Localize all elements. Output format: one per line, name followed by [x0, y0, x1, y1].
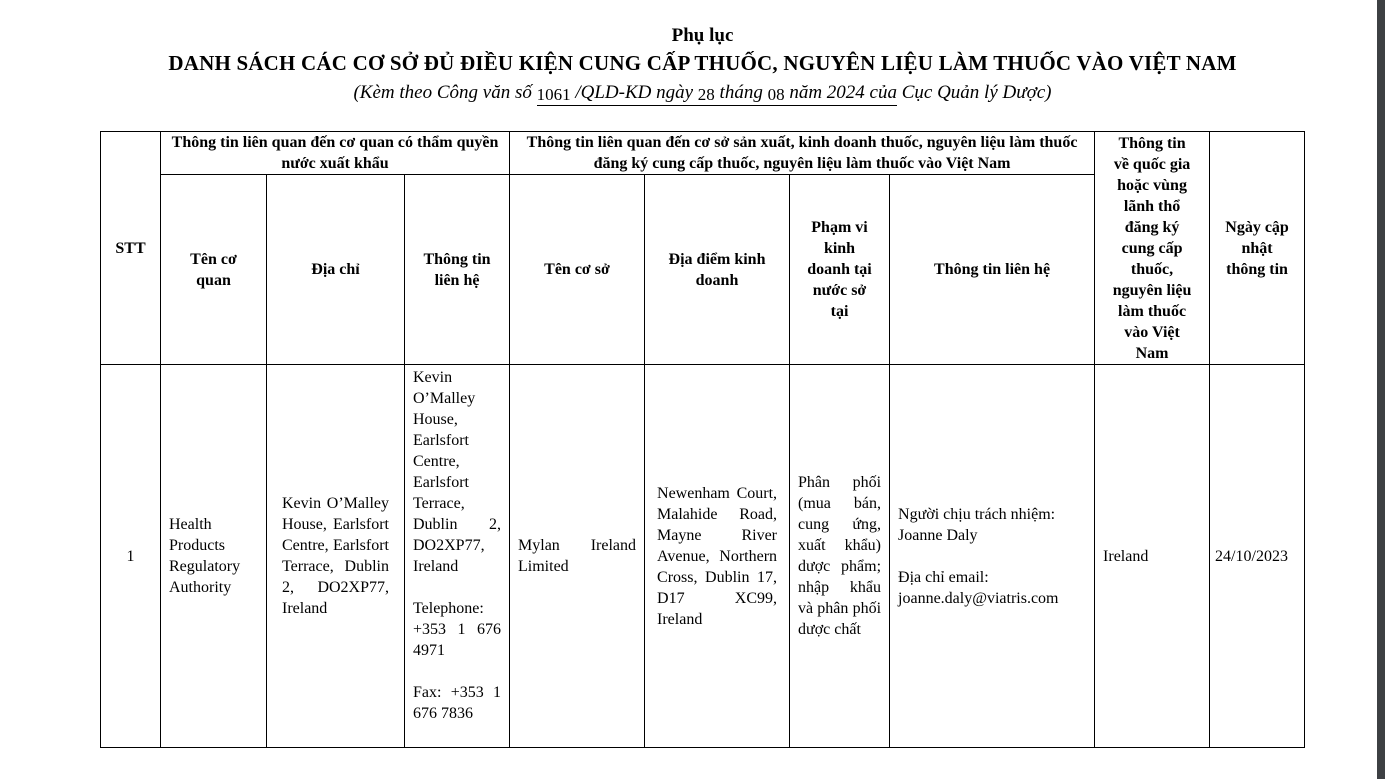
subtitle-suffix: Cục Quản lý Dược)	[896, 82, 1052, 103]
document-day: 28	[697, 85, 715, 104]
header-agency-address: Địa chỉ	[267, 175, 405, 365]
cell-update-date: 24/10/2023	[1210, 365, 1305, 748]
header-update-date: Ngày cập nhật thông tin	[1210, 132, 1305, 365]
document-title: DANH SÁCH CÁC CƠ SỞ ĐỦ ĐIỀU KIỆN CUNG CẤP THUỐC, NGUYÊN LIỆU LÀM THUỐC VÀO VIỆT NAM	[168, 51, 1237, 75]
header-agency-contact: Thông tin liên hệ	[405, 175, 510, 365]
header-agency-name: Tên cơ quan	[161, 175, 267, 365]
document-subtitle	[100, 81, 1305, 105]
subtitle-mid1: /QLD-KD ngày	[570, 82, 698, 103]
subtitle-mid2: tháng	[714, 82, 768, 103]
cell-stt: 1	[101, 365, 161, 748]
header-group-facility: Thông tin liên quan đến cơ sở sản xuất, kinh doanh thuốc, nguyên liệu làm thuốc đăng ký cung cấp thuốc, nguyên liệu làm thuốc vào Việt Nam	[510, 132, 1095, 175]
subtitle-underlined-segment	[537, 82, 897, 106]
cell-business-location: Newenham Court, Malahide Road, Mayne River Avenue, Northern Cross, Dublin 17, D17 XC99, Ireland	[645, 365, 790, 748]
table-row	[101, 365, 1305, 748]
cell-agency-name: Health Products Regulatory Authority	[161, 365, 267, 748]
header-business-scope: Phạm vi kinh doanh tại nước sở tại	[790, 175, 890, 365]
document-header	[100, 24, 1305, 105]
header-country: Thông tin về quốc gia hoặc vùng lãnh thổ đăng ký cung cấp thuốc, nguyên liệu làm thuốc vào Việt Nam	[1095, 132, 1210, 365]
cell-agency-contact: Kevin O’Malley House, Earlsfort Centre, Earlsfort Terrace, Dublin 2, DO2XP77, Ireland Telephone: +353 1 676 4971 Fax: +353 1 676 7836	[405, 365, 510, 748]
supplier-table	[100, 131, 1305, 748]
cell-agency-address: Kevin O’Malley House, Earlsfort Centre, Earlsfort Terrace, Dublin 2, DO2XP77, Ireland	[267, 365, 405, 748]
header-business-location: Địa điểm kinh doanh	[645, 175, 790, 365]
subtitle-mid3: năm 2024 của	[784, 82, 897, 103]
cell-facility-name: Mylan Ireland Limited	[510, 365, 645, 748]
header-facility-contact: Thông tin liên hệ	[890, 175, 1095, 365]
document-number: 1061	[536, 85, 571, 104]
cell-business-scope: Phân phối (mua bán, cung ứng, xuất khẩu) dược phẩm; nhập khẩu và phân phối dược chất	[790, 365, 890, 748]
cell-facility-contact: Người chịu trách nhiệm: Joanne Daly Địa chỉ email: joanne.daly@viatris.com	[890, 365, 1095, 748]
cell-country: Ireland	[1095, 365, 1210, 748]
header-stt: STT	[101, 132, 161, 365]
appendix-heading: Phụ lục	[671, 25, 734, 46]
document-month: 08	[767, 85, 785, 104]
header-group-authority: Thông tin liên quan đến cơ quan có thẩm quyền nước xuất khẩu	[161, 132, 510, 175]
viewer-dark-edge	[1377, 0, 1385, 779]
header-facility-name: Tên cơ sở	[510, 175, 645, 365]
subtitle-prefix: (Kèm theo Công văn số	[353, 82, 537, 103]
